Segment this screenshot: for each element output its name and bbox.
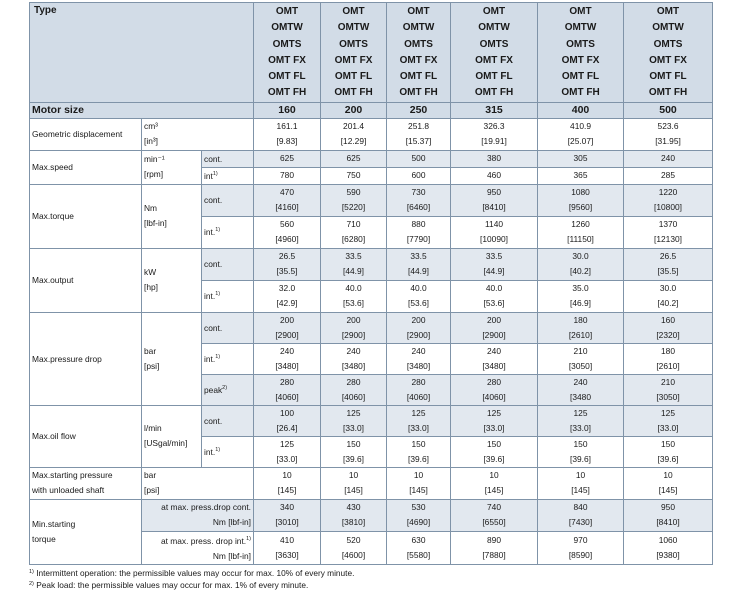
- model-name: OMT FX: [561, 54, 600, 66]
- param-unit: cm³ [in³]: [142, 118, 254, 150]
- value-cell: 630 [5580]: [387, 531, 451, 564]
- value-cell: 280 [4060]: [387, 374, 451, 405]
- value-cell: 240 [3480]: [451, 343, 538, 374]
- param-unit: bar [psi]: [142, 467, 254, 499]
- mode-label: int.$^{1)}$: [202, 436, 254, 467]
- model-name: OMTW: [271, 22, 303, 34]
- value-cell: 26.5 [35.5]: [624, 248, 713, 280]
- param-unit: kW [hp]: [142, 248, 202, 312]
- value-cell: 33.5 [44.9]: [451, 248, 538, 280]
- value-cell: 625: [321, 150, 387, 167]
- model-name: OMTS: [404, 38, 433, 50]
- value-cell: 240 [3480: [538, 374, 624, 405]
- model-name: OMTS: [566, 38, 595, 50]
- starting-pressure-row: [30, 467, 713, 499]
- value-cell: 150 [39.6]: [451, 436, 538, 467]
- model-name: OMT: [482, 6, 506, 17]
- max-torque-cont-row: [30, 184, 713, 216]
- model-list: [538, 3, 624, 103]
- value-cell: 33.5 [44.9]: [321, 248, 387, 280]
- model-name: OMT FL: [649, 71, 687, 83]
- value-cell: 240 [3480]: [387, 343, 451, 374]
- model-list: [451, 3, 538, 103]
- mode-label: cont.: [202, 312, 254, 343]
- value-cell: 210 [3050]: [538, 343, 624, 374]
- value-cell: 26.5 [35.5]: [254, 248, 321, 280]
- value-cell: 240 [3480]: [254, 343, 321, 374]
- value-cell: 240: [624, 150, 713, 167]
- value-cell: 35.0 [46.9]: [538, 280, 624, 312]
- mode-label: cont.: [202, 184, 254, 216]
- value-cell: 240 [3480]: [321, 343, 387, 374]
- model-name: OMT FH: [334, 87, 373, 99]
- value-cell: 305: [538, 150, 624, 167]
- value-cell: 150 [39.6]: [387, 436, 451, 467]
- value-cell: 1140 [10090]: [451, 216, 538, 248]
- value-cell: 125 [33.0]: [387, 405, 451, 436]
- value-cell: 365: [538, 167, 624, 184]
- model-name: OMT FX: [268, 54, 306, 66]
- value-cell: 750: [321, 167, 387, 184]
- value-cell: 10 [145]: [321, 467, 387, 499]
- model-name: OMTW: [478, 22, 510, 34]
- value-cell: 890 [7880]: [451, 531, 538, 564]
- param-label: Max.pressure drop: [30, 312, 142, 405]
- value-cell: 470 [4160]: [254, 184, 321, 216]
- model-name: OMTS: [339, 38, 368, 50]
- mode-label: cont.: [202, 248, 254, 280]
- value-cell: 100 [26.4]: [254, 405, 321, 436]
- value-cell: 780: [254, 167, 321, 184]
- mode-label: int.$^{1)}$: [202, 343, 254, 374]
- model-name: OMT FH: [648, 87, 688, 99]
- model-name: OMT: [407, 6, 430, 17]
- value-cell: 950 [8410]: [451, 184, 538, 216]
- model-name: OMT FX: [334, 54, 373, 66]
- size-value: 250: [387, 102, 451, 118]
- max-pressure-cont-row: [30, 312, 713, 343]
- value-cell: 1060 [9380]: [624, 531, 713, 564]
- value-cell: 285: [624, 167, 713, 184]
- model-list: [387, 3, 451, 103]
- model-name: OMTS: [653, 38, 683, 50]
- model-name: OMT FX: [475, 54, 513, 66]
- param-unit: min⁻¹ [rpm]: [142, 150, 202, 184]
- model-name: OMTW: [564, 22, 597, 34]
- model-name: OMTW: [652, 22, 684, 34]
- value-cell: 326.3 [19.91]: [451, 118, 538, 150]
- value-cell: 251.8 [15.37]: [387, 118, 451, 150]
- mode-label: int.$^{1)}$: [202, 280, 254, 312]
- value-cell: 410 [3630]: [254, 531, 321, 564]
- value-cell: 32.0 [42.9]: [254, 280, 321, 312]
- value-cell: 380: [451, 150, 538, 167]
- geometric-displacement-row: [30, 118, 713, 150]
- max-oil-flow-cont-row: [30, 405, 713, 436]
- value-cell: 160 [2320]: [624, 312, 713, 343]
- size-value: 400: [538, 102, 624, 118]
- value-cell: 150 [39.6]: [321, 436, 387, 467]
- mode-label: cont.: [202, 405, 254, 436]
- value-cell: 1260 [11150]: [538, 216, 624, 248]
- value-cell: 125 [33.0]: [451, 405, 538, 436]
- value-cell: 10 [145]: [387, 467, 451, 499]
- value-cell: 1220 [10800]: [624, 184, 713, 216]
- value-cell: 150 [39.6]: [538, 436, 624, 467]
- value-cell: 430 [3810]: [321, 499, 387, 531]
- value-cell: 10 [145]: [624, 467, 713, 499]
- model-list: [254, 3, 321, 103]
- value-cell: 280 [4060]: [254, 374, 321, 405]
- model-list: [624, 3, 713, 103]
- max-output-cont-row: [30, 248, 713, 280]
- model-name: OMT FL: [334, 71, 373, 83]
- model-name: OMT: [342, 6, 365, 17]
- value-cell: 30.0 [40.2]: [624, 280, 713, 312]
- value-cell: 460: [451, 167, 538, 184]
- value-cell: 710 [6280]: [321, 216, 387, 248]
- param-unit: at max. press.drop cont. Nm [lbf-in]: [142, 499, 254, 531]
- footnote-peak: $^{2)}$ Peak load: the permissible values may occur for max. 1% of every minute.: [29, 580, 309, 590]
- value-cell: 40.0 [53.6]: [387, 280, 451, 312]
- param-unit: l/min [USgal/min]: [142, 405, 202, 467]
- value-cell: 730 [6460]: [387, 184, 451, 216]
- param-unit: bar [psi]: [142, 312, 202, 405]
- model-name: OMT FH: [474, 87, 514, 99]
- param-label: Min.starting torque: [30, 499, 142, 564]
- param-label: Max.torque: [30, 184, 142, 248]
- mode-label: cont.: [202, 150, 254, 167]
- value-cell: 10 [145]: [451, 467, 538, 499]
- model-name: OMT FX: [399, 54, 438, 66]
- motor-size-label: Motor size: [30, 102, 254, 118]
- value-cell: 150 [39.6]: [624, 436, 713, 467]
- value-cell: 210 [3050]: [624, 374, 713, 405]
- footnote-intermittent: $^{1)}$ Intermittent operation: the permissible values may occur for max. 10% of every minute.: [29, 568, 355, 578]
- model-name: OMT: [275, 6, 299, 17]
- model-name: OMT FH: [399, 87, 438, 99]
- value-cell: 520 [4600]: [321, 531, 387, 564]
- value-cell: 201.4 [12.29]: [321, 118, 387, 150]
- model-name: OMT FH: [561, 87, 600, 99]
- param-unit: Nm [lbf-in]: [142, 184, 202, 248]
- model-name: OMT FL: [561, 71, 600, 83]
- value-cell: 40.0 [53.6]: [321, 280, 387, 312]
- value-cell: 523.6 [31.95]: [624, 118, 713, 150]
- value-cell: 600: [387, 167, 451, 184]
- model-name: OMT FL: [475, 71, 513, 83]
- mode-label: int$^{1)}$: [202, 167, 254, 184]
- size-value: 200: [321, 102, 387, 118]
- value-cell: 1370 [12130]: [624, 216, 713, 248]
- value-cell: 125 [33.0]: [254, 436, 321, 467]
- model-name: OMTW: [402, 22, 435, 34]
- motor-size-row: [30, 102, 713, 118]
- value-cell: 33.5 [44.9]: [387, 248, 451, 280]
- value-cell: 880 [7790]: [387, 216, 451, 248]
- size-value: 160: [254, 102, 321, 118]
- model-name: OMT FL: [268, 71, 306, 83]
- value-cell: 200 [2900]: [387, 312, 451, 343]
- param-label: Max.oil flow: [30, 405, 142, 467]
- value-cell: 180 [2610]: [624, 343, 713, 374]
- model-name: OMTW: [337, 22, 370, 34]
- model-list: [321, 3, 387, 103]
- param-label: Geometric displacement: [30, 118, 142, 150]
- param-label: Max.starting pressure with unloaded shaft: [30, 467, 142, 499]
- value-cell: 950 [8410]: [624, 499, 713, 531]
- value-cell: 590 [5220]: [321, 184, 387, 216]
- value-cell: 161.1 [9.83]: [254, 118, 321, 150]
- param-label: Max.output: [30, 248, 142, 312]
- value-cell: 560 [4960]: [254, 216, 321, 248]
- value-cell: 280 [4060]: [451, 374, 538, 405]
- value-cell: 340 [3010]: [254, 499, 321, 531]
- size-value: 315: [451, 102, 538, 118]
- mode-label: int.$^{1)}$: [202, 216, 254, 248]
- value-cell: 200 [2900]: [451, 312, 538, 343]
- value-cell: 625: [254, 150, 321, 167]
- param-unit: at max. press. drop int.$^{1)}$ Nm [lbf-in]: [142, 531, 254, 564]
- model-name: OMT FL: [399, 71, 438, 83]
- value-cell: 10 [145]: [254, 467, 321, 499]
- type-label: Type: [30, 3, 254, 103]
- model-name: OMTS: [272, 38, 302, 50]
- size-value: 500: [624, 102, 713, 118]
- value-cell: 840 [7430]: [538, 499, 624, 531]
- value-cell: 280 [4060]: [321, 374, 387, 405]
- value-cell: 30.0 [40.2]: [538, 248, 624, 280]
- value-cell: 970 [8590]: [538, 531, 624, 564]
- motor-spec-table: [29, 2, 713, 565]
- value-cell: 180 [2610]: [538, 312, 624, 343]
- value-cell: 500: [387, 150, 451, 167]
- model-name: OMT FH: [267, 87, 307, 99]
- value-cell: 410.9 [25.07]: [538, 118, 624, 150]
- value-cell: 200 [2900]: [321, 312, 387, 343]
- max-speed-cont-row: [30, 150, 713, 167]
- value-cell: 10 [145]: [538, 467, 624, 499]
- value-cell: 740 [6550]: [451, 499, 538, 531]
- type-header-row: [30, 3, 713, 103]
- param-label: Max.speed: [30, 150, 142, 184]
- model-name: OMTS: [479, 38, 509, 50]
- model-name: OMT FX: [649, 54, 687, 66]
- model-name: OMT: [656, 6, 680, 17]
- value-cell: 530 [4690]: [387, 499, 451, 531]
- mode-label: peak$^{2)}$: [202, 374, 254, 405]
- value-cell: 125 [33.0]: [624, 405, 713, 436]
- value-cell: 125 [33.0]: [538, 405, 624, 436]
- value-cell: 125 [33.0]: [321, 405, 387, 436]
- value-cell: 1080 [9560]: [538, 184, 624, 216]
- model-name: OMT: [569, 6, 592, 17]
- starting-torque-cont-row: [30, 499, 713, 531]
- value-cell: 200 [2900]: [254, 312, 321, 343]
- value-cell: 40.0 [53.6]: [451, 280, 538, 312]
